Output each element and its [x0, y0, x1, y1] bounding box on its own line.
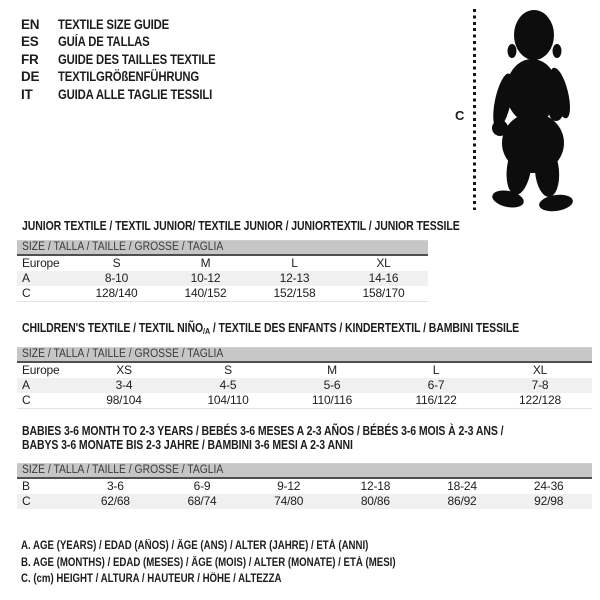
footnote-text: B. AGE (MONTHS) / EDAD (MESES) / ÂGE (MOIS) / ALTER (MONATE) / ETÀ (MESI)	[21, 556, 396, 569]
size-cell: 122/128	[519, 393, 561, 407]
size-cell: 4-5	[219, 378, 237, 392]
language-code: FR	[21, 51, 39, 67]
size-cell: 158/170	[362, 286, 405, 300]
size-cell: XL	[376, 256, 391, 270]
size-cell: 3-6	[106, 479, 124, 493]
babies-size-table	[17, 463, 592, 509]
language-code: IT	[21, 86, 33, 102]
size-cell: 104/110	[207, 393, 249, 407]
size-cell: 9-12	[277, 479, 301, 493]
size-header-band	[17, 347, 592, 363]
size-header-text: SIZE / TALLA / TAILLE / GRÖSSE / TAGLIA	[22, 348, 224, 360]
size-cell: 92/98	[534, 494, 564, 508]
language-label: GUÍA DE TALLAS	[58, 34, 150, 50]
table-title	[22, 321, 592, 338]
dotted-height-line-icon	[473, 9, 476, 210]
language-title-block	[21, 16, 246, 103]
language-label: GUIDA ALLE TAGLIE TESSILI	[58, 86, 213, 102]
size-cell: 14-16	[368, 271, 399, 285]
table-title	[22, 219, 460, 233]
table-title-text: BABIES 3-6 MONTH TO 2-3 YEARS / BEBÉS 3-6 MESES A 2-3 AÑOS / BÉBÉS 3-6 MOIS À 2-3 ANS /	[22, 424, 504, 438]
size-cell: 128/140	[95, 286, 138, 300]
language-label: TEXTILE SIZE GUIDE	[58, 17, 170, 32]
children-size-table	[17, 347, 592, 409]
row-label: C	[22, 494, 31, 508]
size-cell: 12-18	[360, 479, 391, 493]
size-cell: 18-24	[447, 479, 477, 493]
size-cell: M	[327, 363, 337, 377]
size-cell: M	[200, 256, 211, 270]
size-cell: 12-13	[279, 271, 310, 285]
table-row	[17, 256, 428, 271]
size-cell: 116/122	[415, 393, 457, 407]
table-title-line2	[22, 438, 592, 452]
row-label: Europe	[22, 363, 60, 377]
size-cell: 5-6	[323, 378, 341, 392]
size-cell: L	[432, 363, 440, 377]
language-code: EN	[21, 17, 40, 32]
size-cell: 110/116	[311, 393, 353, 407]
language-row-de	[21, 68, 246, 85]
size-cell: 8-10	[104, 271, 129, 285]
size-cell: L	[291, 256, 298, 270]
table-title-text	[22, 321, 519, 338]
table-row	[17, 271, 428, 286]
junior-textile-section	[17, 219, 460, 302]
table-title-text: BABYS 3-6 MONATE BIS 2-3 JAHRE / BAMBINI 3-6 MESI A 2-3 ANNI	[22, 438, 353, 452]
size-cell: 62/68	[100, 494, 130, 508]
table-title-text: JUNIOR TEXTILE / TEXTIL JUNIOR/ TEXTILE JUNIOR / JUNIORTEXTIL / JUNIOR TESSILE	[22, 219, 460, 233]
table-row	[17, 494, 592, 509]
row-label: B	[22, 479, 30, 493]
row-label: A	[22, 378, 30, 392]
language-row-fr	[21, 51, 246, 68]
size-header-band	[17, 463, 592, 479]
row-label: Europe	[22, 256, 60, 270]
height-measure-label: C	[455, 108, 465, 123]
size-cell: 152/158	[273, 286, 316, 300]
table-row	[17, 378, 592, 393]
table-title-part: / TEXTILE DES ENFANTS / KINDERTEXTIL / BAMBINI TESSILE	[210, 321, 520, 335]
children-textile-section	[17, 321, 592, 409]
size-header-band	[17, 240, 428, 256]
table-title-part: CHILDREN'S TEXTILE / TEXTIL NIÑO	[22, 321, 204, 335]
size-cell: 6-7	[427, 378, 445, 392]
size-cell: XS	[116, 363, 132, 377]
size-cell: S	[224, 363, 232, 377]
footnote-a	[21, 538, 467, 555]
size-cell: XL	[532, 363, 548, 377]
language-label: TEXTILGRÖßENFÜHRUNG	[58, 69, 200, 85]
language-row-es	[21, 33, 246, 50]
size-header-text: SIZE / TALLA / TAILLE / GRÖSSE / TAGLIA	[22, 464, 224, 476]
size-cell: 10-12	[190, 271, 221, 285]
footnotes	[21, 538, 467, 588]
table-row	[17, 479, 592, 494]
size-cell: 24-36	[533, 479, 564, 493]
size-cell: 7-8	[531, 378, 549, 392]
footnote-c	[21, 571, 467, 588]
size-cell: 6-9	[193, 479, 211, 493]
size-cell: 98/104	[106, 393, 142, 407]
size-cell: 74/80	[274, 494, 304, 508]
footnote-text: A. AGE (YEARS) / EDAD (AÑOS) / ÂGE (ANS) / ALTER (JAHRE) / ETÀ (ANNI)	[21, 540, 369, 552]
row-label: C	[22, 286, 31, 300]
size-cell: 140/152	[184, 286, 227, 300]
language-label: GUIDE DES TAILLES TEXTILE	[58, 51, 216, 67]
language-code: DE	[21, 69, 40, 85]
table-row	[17, 363, 592, 378]
baby-silhouette-icon	[486, 8, 576, 212]
size-cell: S	[112, 256, 121, 270]
junior-size-table	[17, 240, 428, 302]
size-cell: 86/92	[447, 494, 477, 508]
size-cell: 80/86	[360, 494, 390, 508]
footnote-text: C. (cm) HEIGHT / ALTURA / HAUTEUR / HÖHE / ALTEZZA	[21, 573, 282, 585]
babies-textile-section	[17, 424, 592, 509]
row-label: C	[22, 393, 31, 407]
table-row	[17, 286, 428, 302]
row-label: A	[22, 271, 30, 285]
language-code: ES	[21, 34, 39, 50]
language-row-en	[21, 16, 246, 33]
size-header-text: SIZE / TALLA / TAILLE / GRÖSSE / TAGLIA	[22, 241, 224, 253]
size-cell: 3-4	[115, 378, 133, 392]
table-title-subscript: /A	[203, 326, 211, 336]
size-cell: 68/74	[187, 494, 217, 508]
language-row-it	[21, 86, 246, 103]
table-title	[22, 424, 592, 438]
footnote-b	[21, 555, 467, 572]
table-row	[17, 393, 592, 409]
